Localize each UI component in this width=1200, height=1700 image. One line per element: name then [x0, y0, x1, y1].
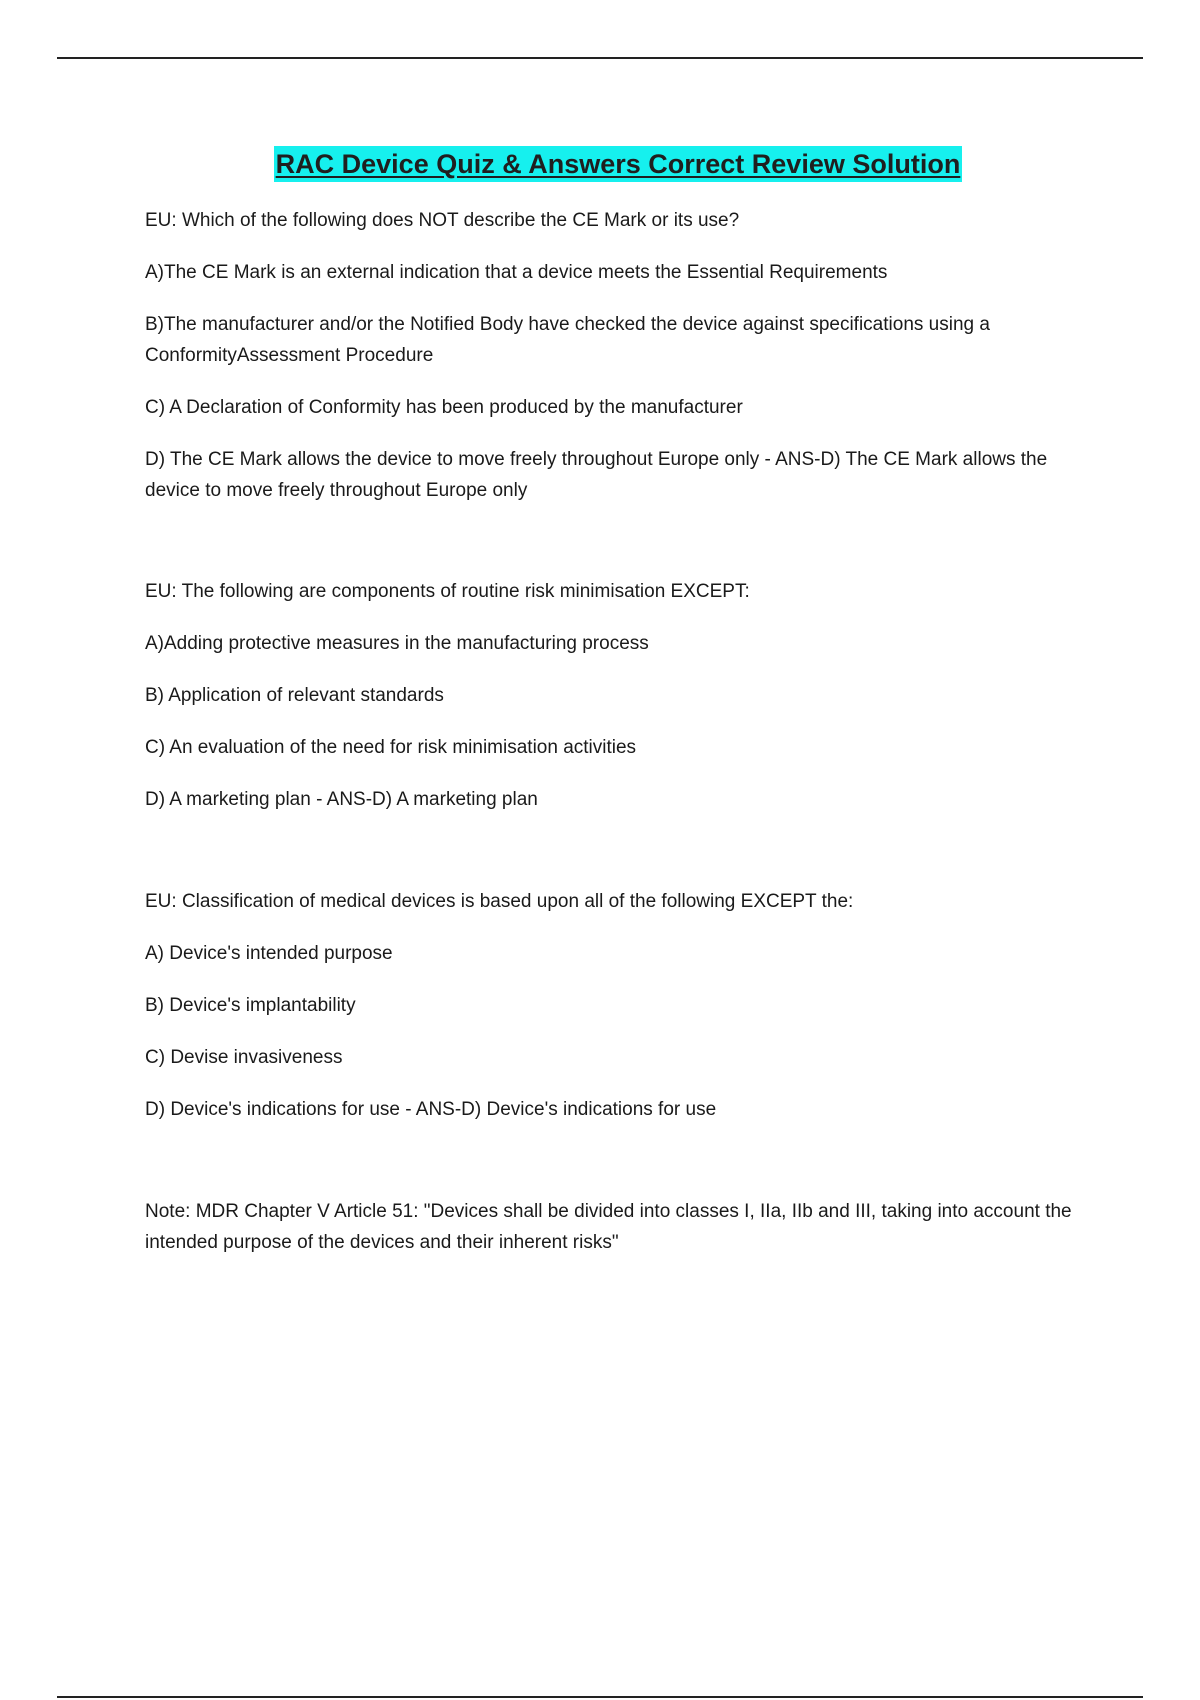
- question-1-option-d: D) The CE Mark allows the device to move freely throughout Europe only - ANS-D) The CE Mark allows the device to move freely throughout Europe only: [145, 449, 1048, 501]
- document-body: [145, 205, 1085, 1258]
- question-3-option-a: A) Device's intended purpose: [145, 943, 393, 964]
- question-2-option-d: D) A marketing plan - ANS-D) A marketing plan: [145, 789, 538, 810]
- document-title: RAC Device Quiz & Answers Correct Review Solution: [274, 146, 963, 182]
- question-3-option-c: C) Devise invasiveness: [145, 1047, 343, 1068]
- top-divider: [57, 57, 1143, 59]
- question-1-prompt: EU: Which of the following does NOT describe the CE Mark or its use?: [145, 210, 740, 231]
- question-2-option-c: C) An evaluation of the need for risk minimisation activities: [145, 737, 637, 758]
- question-3-prompt: EU: Classification of medical devices is based upon all of the following EXCEPT the:: [145, 891, 854, 912]
- bottom-divider: [57, 1696, 1143, 1698]
- classification-note: Note: MDR Chapter V Article 51: "Devices shall be divided into classes I, IIa, IIb and III, taking into account the intended purpose of the devices and their inherent risks": [145, 1201, 1072, 1253]
- question-1-option-a: A)The CE Mark is an external indication that a device meets the Essential Requirements: [145, 262, 888, 283]
- question-3-option-d: D) Device's indications for use - ANS-D) Device's indications for use: [145, 1099, 717, 1120]
- question-1-option-c: C) A Declaration of Conformity has been produced by the manufacturer: [145, 397, 743, 418]
- title-container: [0, 146, 1200, 182]
- question-1-option-b: B)The manufacturer and/or the Notified Body have checked the device against specifications using a ConformityAssessment Procedure: [145, 314, 990, 366]
- question-2-prompt: EU: The following are components of routine risk minimisation EXCEPT:: [145, 581, 750, 602]
- question-3-option-b: B) Device's implantability: [145, 995, 356, 1016]
- question-2-option-a: A)Adding protective measures in the manufacturing process: [145, 633, 649, 654]
- question-2-option-b: B) Application of relevant standards: [145, 685, 444, 706]
